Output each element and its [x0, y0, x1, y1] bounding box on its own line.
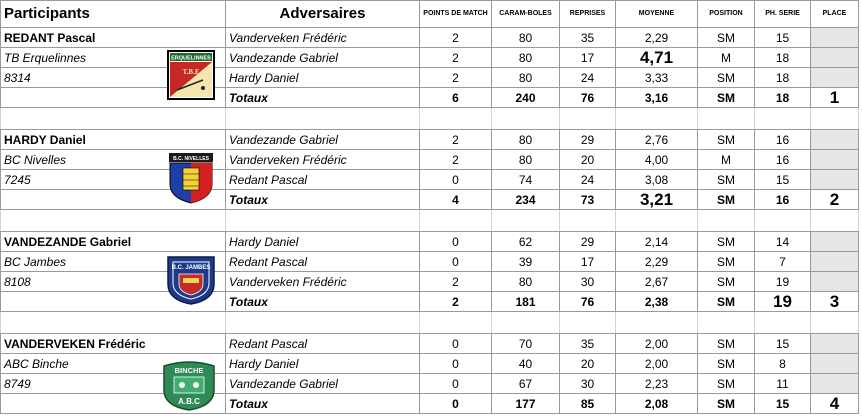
opponent-name: Vandezande Gabriel [226, 48, 420, 68]
carambolas-cell: 40 [492, 354, 560, 374]
reprises-cell: 20 [560, 150, 616, 170]
block-separator [1, 210, 859, 232]
separator-cell [616, 312, 698, 334]
opponent-name: Vanderveken Frédéric [226, 28, 420, 48]
logo-nivelles-text: B.C. NIVELLES [173, 156, 209, 162]
opponent-name: Hardy Daniel [226, 68, 420, 88]
separator-cell [492, 210, 560, 232]
points-cell: 0 [420, 170, 492, 190]
reprises-cell: 29 [560, 232, 616, 252]
club-logo-erquelinnes [167, 50, 215, 100]
club-logo-jambes [165, 254, 217, 306]
ph-serie-cell: 15 [755, 170, 811, 190]
block-separator [1, 312, 859, 334]
reprises-cell: 30 [560, 272, 616, 292]
logo-binche-sub: A.B.C [178, 397, 200, 406]
position-cell: SM [698, 334, 755, 354]
player-name: VANDERVEKEN Frédéric [1, 334, 226, 354]
place-empty-cell [811, 272, 859, 292]
game-row [1, 374, 859, 394]
total-position: SM [698, 190, 755, 210]
separator-cell [492, 108, 560, 130]
points-cell: 0 [420, 232, 492, 252]
carambolas-cell: 74 [492, 170, 560, 190]
total-position: SM [698, 292, 755, 312]
total-reprises: 73 [560, 190, 616, 210]
ph-serie-cell: 16 [755, 130, 811, 150]
moyenne-cell: 2,67 [616, 272, 698, 292]
header-ph-serie: PH. SERIE [755, 1, 811, 28]
carambolas-cell: 80 [492, 130, 560, 150]
separator-cell [420, 108, 492, 130]
totals-label: Totaux [226, 190, 420, 210]
total-moyenne: 2,38 [616, 292, 698, 312]
ph-serie-cell: 15 [755, 28, 811, 48]
player-club: BC Jambes [1, 252, 226, 272]
reprises-cell: 17 [560, 252, 616, 272]
carambolas-cell: 67 [492, 374, 560, 394]
position-cell: M [698, 150, 755, 170]
total-ph-serie: 19 [755, 292, 811, 312]
opponent-name: Vanderveken Frédéric [226, 150, 420, 170]
place-empty-cell [811, 28, 859, 48]
carambolas-cell: 39 [492, 252, 560, 272]
reprises-cell: 35 [560, 28, 616, 48]
final-place: 3 [811, 292, 859, 312]
game-row [1, 252, 859, 272]
place-empty-cell [811, 48, 859, 68]
moyenne-cell: 3,33 [616, 68, 698, 88]
header-points: POINTS DE MATCH [420, 1, 492, 28]
player-name: VANDEZANDE Gabriel [1, 232, 226, 252]
separator-cell [1, 108, 226, 130]
separator-cell [698, 210, 755, 232]
place-empty-cell [811, 130, 859, 150]
points-cell: 2 [420, 272, 492, 292]
total-carambolas: 181 [492, 292, 560, 312]
total-moyenne: 2,08 [616, 394, 698, 414]
player-club: BC Nivelles [1, 150, 226, 170]
place-empty-cell [811, 232, 859, 252]
place-empty-cell [811, 354, 859, 374]
separator-cell [616, 108, 698, 130]
logo-erquelinnes-text: ERQUELINNES [171, 55, 211, 62]
position-cell: SM [698, 170, 755, 190]
player-club: TB Erquelinnes [1, 48, 226, 68]
totals-row [1, 190, 859, 210]
ph-serie-cell: 11 [755, 374, 811, 394]
separator-cell [226, 210, 420, 232]
opponent-name: Hardy Daniel [226, 354, 420, 374]
separator-cell [492, 312, 560, 334]
totals-row [1, 292, 859, 312]
points-cell: 2 [420, 130, 492, 150]
total-points: 4 [420, 190, 492, 210]
separator-cell [560, 210, 616, 232]
game-row [1, 150, 859, 170]
position-cell: SM [698, 130, 755, 150]
place-empty-cell [811, 374, 859, 394]
ph-serie-cell: 18 [755, 48, 811, 68]
final-place: 1 [811, 88, 859, 108]
total-reprises: 76 [560, 88, 616, 108]
place-empty-cell [811, 252, 859, 272]
game-row [1, 130, 859, 150]
header-adversaires: Adversaires [226, 1, 420, 28]
total-moyenne: 3,16 [616, 88, 698, 108]
final-place: 2 [811, 190, 859, 210]
separator-cell [755, 108, 811, 130]
position-cell: SM [698, 374, 755, 394]
points-cell: 2 [420, 68, 492, 88]
player-name: REDANT Pascal [1, 28, 226, 48]
total-moyenne: 3,21 [616, 190, 698, 210]
position-cell: SM [698, 28, 755, 48]
place-empty-cell [811, 150, 859, 170]
position-cell: SM [698, 272, 755, 292]
total-reprises: 76 [560, 292, 616, 312]
total-carambolas: 234 [492, 190, 560, 210]
reprises-cell: 24 [560, 170, 616, 190]
ph-serie-cell: 16 [755, 150, 811, 170]
game-row [1, 68, 859, 88]
reprises-cell: 17 [560, 48, 616, 68]
total-reprises: 85 [560, 394, 616, 414]
totals-label: Totaux [226, 394, 420, 414]
header-carambolas: CARAM-BOLES [492, 1, 560, 28]
total-carambolas: 240 [492, 88, 560, 108]
opponent-name: Redant Pascal [226, 252, 420, 272]
carambolas-cell: 80 [492, 150, 560, 170]
opponent-name: Redant Pascal [226, 170, 420, 190]
carambolas-cell: 80 [492, 28, 560, 48]
place-empty-cell [811, 334, 859, 354]
carambolas-cell: 80 [492, 68, 560, 88]
moyenne-cell: 4,00 [616, 150, 698, 170]
separator-cell [420, 312, 492, 334]
points-cell: 0 [420, 354, 492, 374]
game-row [1, 232, 859, 252]
player-license: 8108 [1, 272, 226, 292]
position-cell: SM [698, 68, 755, 88]
logo-jambes-text: B.C. JAMBES [171, 265, 211, 271]
reprises-cell: 20 [560, 354, 616, 374]
total-ph-serie: 18 [755, 88, 811, 108]
moyenne-cell: 2,00 [616, 334, 698, 354]
separator-cell [811, 312, 859, 334]
player-license: 8749 [1, 374, 226, 394]
separator-cell [811, 210, 859, 232]
game-row [1, 28, 859, 48]
ph-serie-cell: 15 [755, 334, 811, 354]
separator-cell [1, 312, 226, 334]
reprises-cell: 24 [560, 68, 616, 88]
logo-binche-text: BINCHE [174, 366, 204, 375]
total-points: 2 [420, 292, 492, 312]
header-reprises: REPRISES [560, 1, 616, 28]
separator-cell [698, 108, 755, 130]
reprises-cell: 35 [560, 334, 616, 354]
player-club: ABC Binche [1, 354, 226, 374]
points-cell: 0 [420, 374, 492, 394]
final-place: 4 [811, 394, 859, 414]
carambolas-cell: 80 [492, 48, 560, 68]
ph-serie-cell: 7 [755, 252, 811, 272]
total-points: 6 [420, 88, 492, 108]
points-cell: 2 [420, 28, 492, 48]
game-row [1, 48, 859, 68]
game-row [1, 170, 859, 190]
separator-cell [698, 312, 755, 334]
header-position: POSITION [698, 1, 755, 28]
points-cell: 2 [420, 48, 492, 68]
place-empty-cell [811, 68, 859, 88]
separator-cell [560, 312, 616, 334]
total-carambolas: 177 [492, 394, 560, 414]
carambolas-cell: 80 [492, 272, 560, 292]
total-points: 0 [420, 394, 492, 414]
ph-serie-cell: 19 [755, 272, 811, 292]
club-logo-nivelles [167, 152, 215, 204]
totals-label: Totaux [226, 292, 420, 312]
points-cell: 0 [420, 252, 492, 272]
carambolas-cell: 62 [492, 232, 560, 252]
reprises-cell: 30 [560, 374, 616, 394]
separator-cell [616, 210, 698, 232]
player-license: 7245 [1, 170, 226, 190]
total-ph-serie: 15 [755, 394, 811, 414]
separator-cell [226, 312, 420, 334]
separator-cell [226, 108, 420, 130]
position-cell: SM [698, 354, 755, 374]
moyenne-cell: 2,76 [616, 130, 698, 150]
separator-cell [560, 108, 616, 130]
total-ph-serie: 16 [755, 190, 811, 210]
block-separator [1, 108, 859, 130]
moyenne-cell: 4,71 [616, 48, 698, 68]
opponent-name: Vanderveken Frédéric [226, 272, 420, 292]
reprises-cell: 29 [560, 130, 616, 150]
totals-row [1, 394, 859, 414]
position-cell: SM [698, 232, 755, 252]
header-moyenne: MOYENNE [616, 1, 698, 28]
ph-serie-cell: 14 [755, 232, 811, 252]
position-cell: SM [698, 252, 755, 272]
game-row [1, 334, 859, 354]
header-row [1, 1, 859, 28]
header-participants: Participants [1, 1, 226, 28]
game-row [1, 272, 859, 292]
totals-row [1, 88, 859, 108]
moyenne-cell: 2,23 [616, 374, 698, 394]
ph-serie-cell: 18 [755, 68, 811, 88]
header-place: PLACE [811, 1, 859, 28]
ph-serie-cell: 8 [755, 354, 811, 374]
player-name: HARDY Daniel [1, 130, 226, 150]
opponent-name: Redant Pascal [226, 334, 420, 354]
game-row [1, 354, 859, 374]
place-empty-cell [811, 170, 859, 190]
moyenne-cell: 2,00 [616, 354, 698, 374]
player-license: 8314 [1, 68, 226, 88]
moyenne-cell: 3,08 [616, 170, 698, 190]
separator-cell [420, 210, 492, 232]
opponent-name: Vandezande Gabriel [226, 130, 420, 150]
club-logo-binche [162, 360, 216, 412]
separator-cell [755, 312, 811, 334]
separator-cell [811, 108, 859, 130]
separator-cell [755, 210, 811, 232]
points-cell: 0 [420, 334, 492, 354]
position-cell: M [698, 48, 755, 68]
separator-cell [1, 210, 226, 232]
moyenne-cell: 2,14 [616, 232, 698, 252]
total-position: SM [698, 394, 755, 414]
points-cell: 2 [420, 150, 492, 170]
carambolas-cell: 70 [492, 334, 560, 354]
moyenne-cell: 2,29 [616, 28, 698, 48]
totals-label: Totaux [226, 88, 420, 108]
opponent-name: Vandezande Gabriel [226, 374, 420, 394]
moyenne-cell: 2,29 [616, 252, 698, 272]
logo-erquelinnes-sub: T.B.E [182, 68, 200, 76]
opponent-name: Hardy Daniel [226, 232, 420, 252]
total-position: SM [698, 88, 755, 108]
